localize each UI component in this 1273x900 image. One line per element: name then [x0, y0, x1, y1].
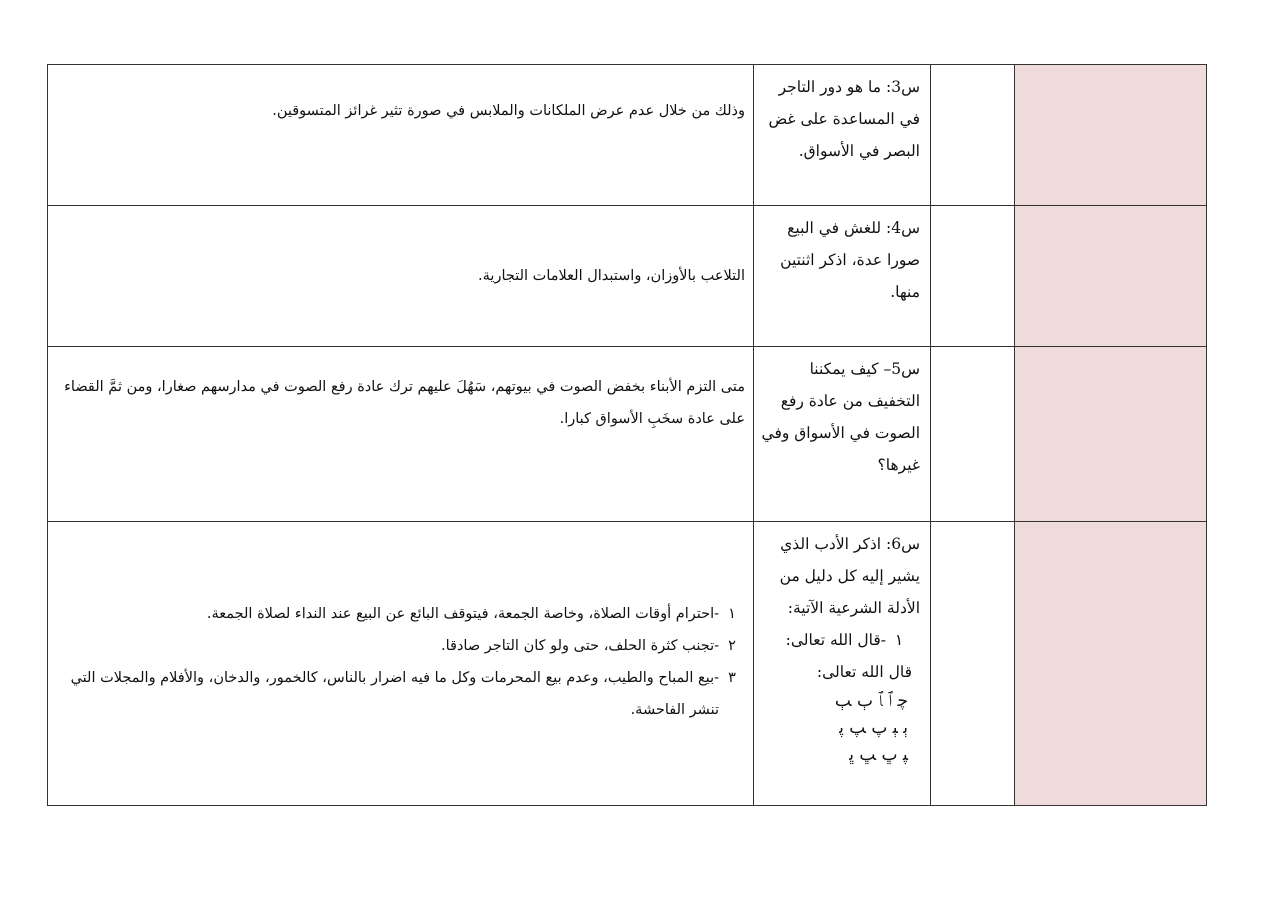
list-item [64, 662, 745, 726]
answer-cell [48, 522, 754, 806]
evidence-2 [760, 656, 920, 688]
list-text: -احترام أوقات الصلاة، وخاصة الجمعة، فيتوقف البائع عن البيع عند النداء لصلاة الجمعة. [206, 606, 719, 622]
list-item [64, 630, 745, 662]
answer-text: التلاعب بالأوزان، واستبدال العلامات التجارية. [478, 268, 745, 284]
list-item [64, 598, 745, 630]
question-text: س5– كيف يمكننا التخفيف من عادة رفع الصوت في الأسواق وفي غيرها؟ [761, 360, 920, 474]
shaded-cell [1015, 347, 1207, 522]
answer-list [64, 598, 745, 726]
answer-text: وذلك من خلال عدم عرض الملكانات والملابس في صورة تثير غرائز المتسوقين. [272, 103, 745, 119]
answer-cell [48, 347, 754, 522]
list-number: ١ [728, 606, 736, 622]
blank-cell [931, 522, 1015, 806]
verse-line: ﭔ ﭕ ﭖ ﭗ ﭘ [839, 718, 908, 738]
list-number: ٢ [728, 638, 736, 654]
verse-line: ﭙ ﭚ ﭛ ﭜ [849, 745, 908, 765]
list-text: -تجنب كثرة الحلف، حتى ولو كان التاجر صادقا. [441, 638, 719, 654]
question-text: س6: اذكر الأدب الذي يشير إليه كل دليل من الأدلة الشرعية الآتية: [779, 535, 920, 617]
blank-cell [931, 206, 1015, 347]
table-row-q4 [48, 206, 1207, 347]
verse-line: ﭼ ﭐ ﭑ ﭒ ﭓ [834, 691, 908, 711]
shaded-cell [1015, 206, 1207, 347]
quran-verse-glyphs [760, 688, 920, 769]
question-text: س3: ما هو دور التاجر في المساعدة على غض البصر في الأسواق. [768, 78, 920, 160]
shaded-cell [1015, 65, 1207, 206]
table-row-q5 [48, 347, 1207, 522]
shaded-cell [1015, 522, 1207, 806]
evidence-number: ١ [894, 631, 904, 649]
question-cell [754, 65, 931, 206]
blank-cell [931, 65, 1015, 206]
question-cell [754, 206, 931, 347]
list-number: ٣ [728, 670, 736, 686]
table-row-q6 [48, 522, 1207, 806]
answer-cell [48, 65, 754, 206]
table-row-q3 [48, 65, 1207, 206]
evidence-text: قال الله تعالى: [816, 663, 912, 681]
answer-text: متى التزم الأبناء بخفض الصوت في بيوتهم، سَهُلَ عليهم ترك عادة رفع الصوت في مدارسهم صغارا، ومن ثمَّ القضاء على عادة سخَبِ الأسواق كبارا. [64, 379, 745, 427]
question-text: س4: للغش في البيع صورا عدة، اذكر اثنتين منها. [780, 219, 920, 301]
question-cell [754, 347, 931, 522]
evidence-1 [760, 624, 920, 656]
list-text: -بيع المباح والطيب، وعدم بيع المحرمات وكل ما فيه اضرار بالناس، كالخمور، والدخان، والأفلام والمجلات التي تنشر الفاحشة. [70, 670, 719, 718]
answer-cell [48, 206, 754, 347]
questions-table [47, 64, 1207, 806]
evidence-text: -قال الله تعالى: [785, 631, 886, 649]
question-cell [754, 522, 931, 806]
blank-cell [931, 347, 1015, 522]
